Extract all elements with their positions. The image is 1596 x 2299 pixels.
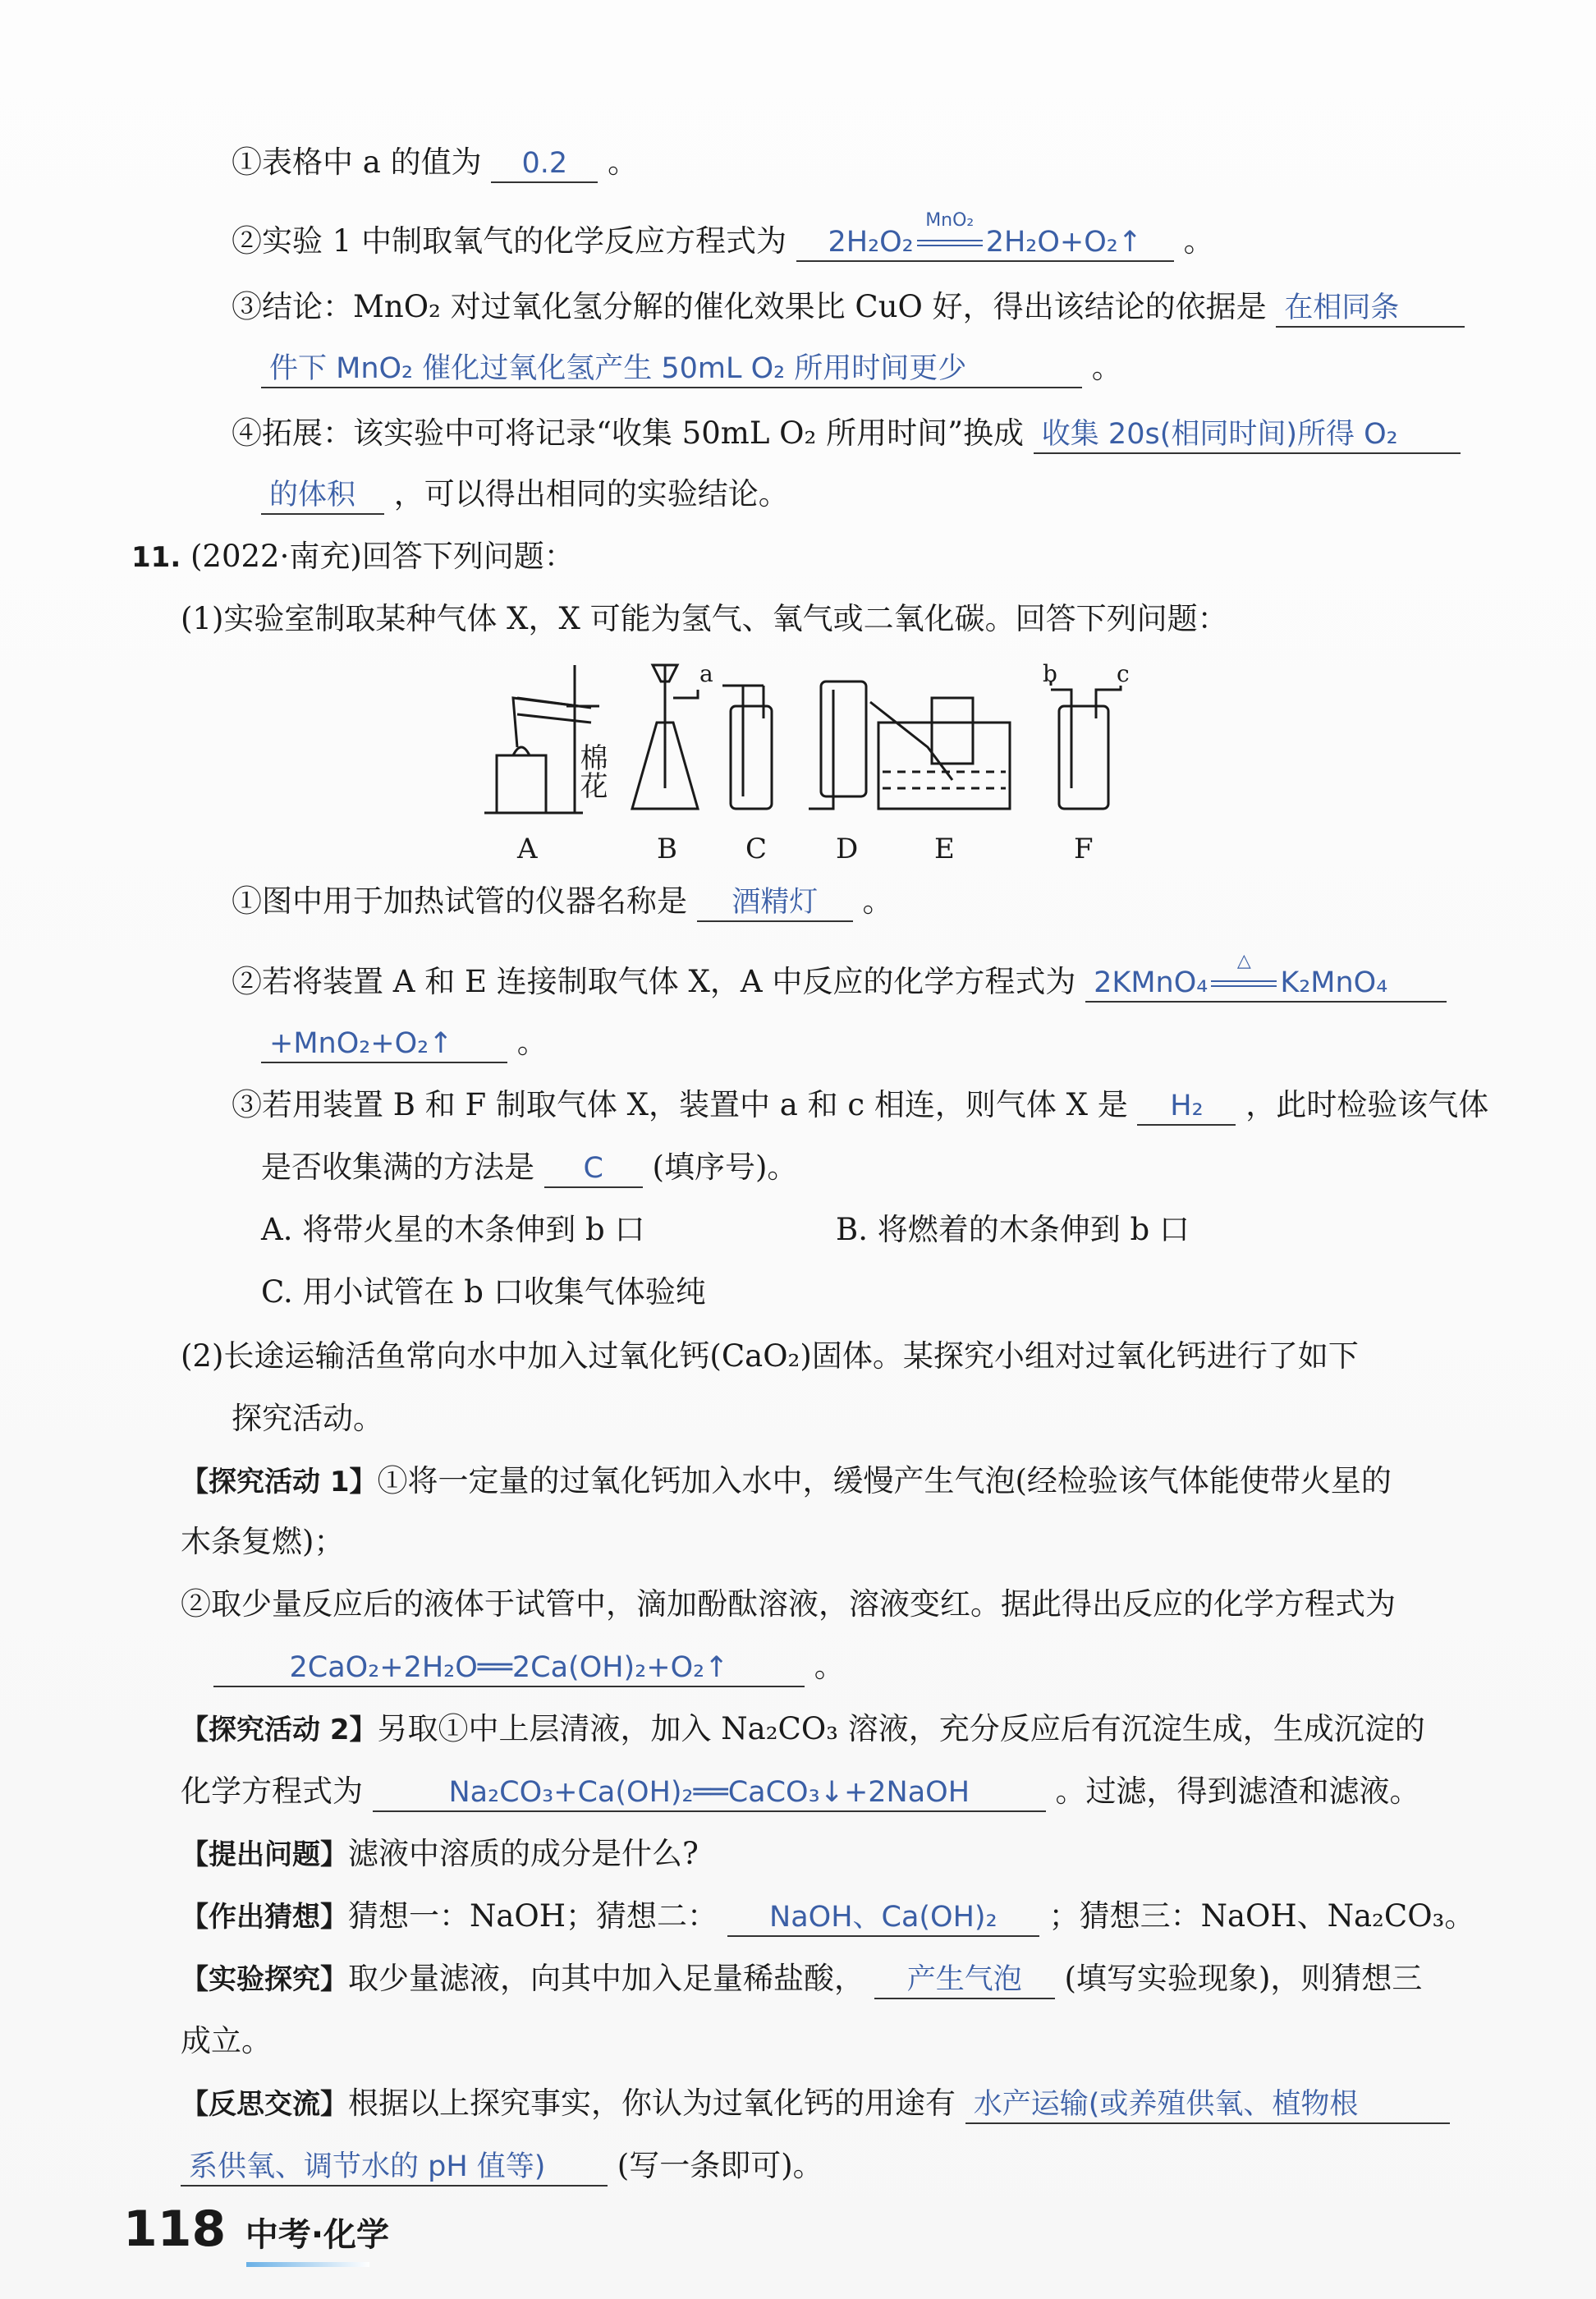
activity-1-line1: 【探究活动 1】①将一定量的过氧化钙加入水中，缓慢产生气泡(经检验该气体能使带火星的 [181,1463,1392,1498]
option-a: A. 将带火星的木条伸到 b 口 [261,1212,645,1247]
q10-item-4-line1: ④拓展：该实验中可将记录“收集 50mL O₂ 所用时间”换成 收集 20s(相同时间)所得 O₂ [232,412,1461,455]
cotton-label: 棉花 [575,743,608,799]
guess-line: 【作出猜想】猜想一：NaOH；猜想二： NaOH、Ca(OH)₂ ；猜想三：NaOH、Na₂CO₃。 [181,1895,1474,1939]
figure-label-a: A [517,833,538,865]
q10-item-3-line1: ③结论：MnO₂ 对过氧化氢分解的催化效果比 CuO 好，得出该结论的依据是 在相同条 [232,286,1465,328]
figure-label-f: F [1074,833,1094,865]
q11-part1-stem: (1)实验室制取某种气体 X，X 可能为氢气、氧气或二氧化碳。回答下列问题： [181,601,1228,636]
q11-item-2-line1: ②若将装置 A 和 E 连接制取气体 X，A 中反应的化学方程式为 2KMnO₄ △ K₂MnO₄ [232,961,1447,1003]
option-c: C. 用小试管在 b 口收集气体验纯 [261,1274,706,1310]
problem-line: 【提出问题】滤液中溶质的成分是什么? [181,1836,699,1871]
page-number: 118 [123,2200,227,2258]
port-label-b: b [1043,660,1057,687]
activity-1-answer: 2CaO₂+2H₂O══2Ca(OH)₂+O₂↑ 。 [213,1645,845,1688]
q11-item-2-line2: +MnO₂+O₂↑ 。 [261,1021,548,1064]
q10-item-2-answer: 2H₂O₂ MnO₂ 2H₂O+O₂↑ [796,224,1174,262]
q11-part2-line2: 探究活动。 [232,1401,383,1436]
q11-item-1: ①图中用于加热试管的仪器名称是 酒精灯 。 [232,880,893,923]
question-number: 11. [131,541,181,574]
figure-label-c: C [745,833,768,865]
book-title: 中考·化学 [245,2216,390,2254]
page-footer [123,2200,389,2258]
q10-item-4-line2: 的体积 ，可以得出相同的实验结论。 [261,473,789,516]
q11-item-3-line1: ③若用装置 B 和 F 制取气体 X，装置中 a 和 c 相连，则气体 X 是 H₂ ，此时检验该气体 [232,1084,1488,1127]
q10-item-1-text: ①表格中 a 的值为 [232,145,482,180]
port-label-a: a [699,660,713,687]
option-b: B. 将燃着的木条伸到 b 口 [836,1212,1190,1247]
q10-item-1: ①表格中 a 的值为 0.2 。 [232,141,638,184]
apparatus-figure [484,657,1223,870]
experiment-line2: 成立。 [181,2023,272,2058]
figure-label-b: B [657,833,677,865]
q10-item-3-line2: 件下 MnO₂ 催化过氧化氢产生 50mL O₂ 所用时间更少 。 [261,346,1122,389]
q10-item-1-answer: 0.2 [491,145,598,183]
activity-1-line3: ②取少量反应后的液体于试管中，滴加酚酞溶液，溶液变红。据此得出反应的化学方程式为 [181,1586,1396,1622]
reflect-line1: 【反思交流】根据以上探究事实，你认为过氧化钙的用途有 水产运输(或养殖供氧、植物根 [181,2082,1450,2126]
q11-header: 11. (2022·南充)回答下列问题： [131,539,575,574]
activity-2-line2: 化学方程式为 Na₂CO₃+Ca(OH)₂══CaCO₃↓+2NaOH 。过滤，得到滤渣和滤液。 [181,1770,1420,1813]
experiment-line1: 【实验探究】取少量滤液，向其中加入足量稀盐酸， 产生气泡 (填写实验现象)，则猜想三 [181,1957,1422,2001]
activity-1-tag: 【探究活动 1】 [181,1466,378,1498]
activity-2-line1: 【探究活动 2】另取①中上层清液，加入 Na₂CO₃ 溶液，充分反应后有沉淀生成，生成沉淀的 [181,1711,1425,1746]
q11-part2-line1: (2)长途运输活鱼常向水中加入过氧化钙(CaO₂)固体。某探究小组对过氧化钙进行了如下 [181,1338,1359,1374]
footer-accent-rule [246,2262,369,2267]
activity-2-tag: 【探究活动 2】 [181,1714,378,1746]
port-label-c: c [1117,660,1130,687]
figure-label-e: E [934,833,955,865]
reflect-line2: 系供氧、调节水的 pH 值等) (写一条即可)。 [181,2145,823,2187]
figure-label-d: D [836,833,859,865]
q11-item-3-line2: 是否收集满的方法是 C (填序号)。 [261,1146,797,1189]
q10-item-2: ②实验 1 中制取氧气的化学反应方程式为 2H₂O₂ MnO₂ 2H₂O+O₂↑ 。 [232,220,1214,263]
activity-1-line2: 木条复燃)； [181,1524,345,1559]
